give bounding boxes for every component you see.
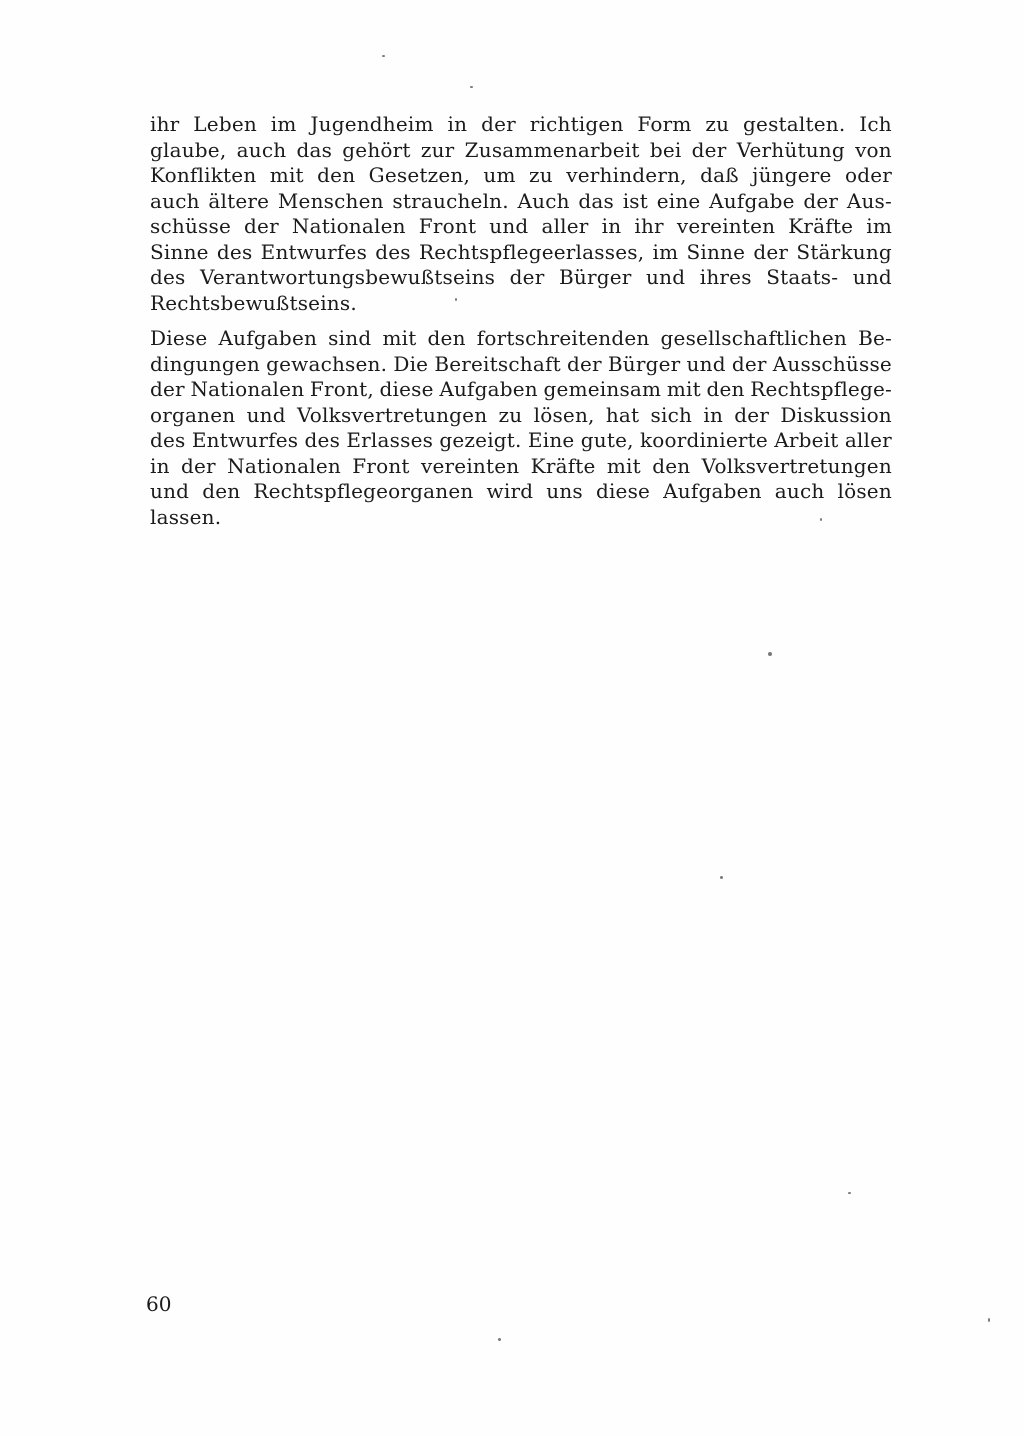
- scan-speck: [768, 652, 772, 656]
- word: organen: [150, 402, 236, 427]
- paragraph: [150, 326, 892, 530]
- word: Nationalen: [291, 214, 406, 238]
- word: glaube,: [150, 137, 227, 162]
- word: aller: [844, 428, 892, 452]
- word: und: [852, 265, 892, 289]
- word: Aus-: [846, 188, 892, 213]
- word: der: [509, 265, 545, 289]
- text-line: [150, 454, 892, 480]
- word: Front: [352, 453, 410, 478]
- word: der: [150, 377, 185, 401]
- word: fortschreitenden: [476, 326, 650, 350]
- text-line: Rechtsbewußtseins.: [150, 290, 357, 315]
- word: den: [652, 453, 691, 478]
- page-number: 60: [146, 1292, 172, 1316]
- word: des: [304, 428, 341, 452]
- word: Form: [637, 112, 692, 136]
- word: um: [483, 163, 516, 187]
- word: das: [296, 137, 333, 162]
- word: der: [803, 188, 839, 213]
- word: der: [731, 351, 767, 376]
- word: Die: [393, 351, 429, 376]
- word: Front,: [309, 377, 374, 401]
- word: in: [601, 214, 622, 238]
- word: gemeinsam: [543, 377, 662, 401]
- word: gehört: [342, 137, 411, 162]
- word: in: [447, 112, 468, 136]
- word: Aufgabe: [709, 188, 795, 213]
- word: Arbeit: [774, 428, 839, 452]
- word: auch: [150, 188, 200, 213]
- word: gewachsen.: [266, 351, 388, 376]
- word: Diskussion: [780, 402, 892, 427]
- word: den: [427, 326, 466, 350]
- word: des: [216, 239, 253, 264]
- scan-speck: [498, 1338, 501, 1341]
- word: Nationalen: [227, 453, 341, 478]
- paragraph: [150, 112, 892, 316]
- word: und: [686, 351, 726, 376]
- word: daß: [700, 163, 739, 187]
- text-line: [150, 352, 892, 378]
- body-text: [150, 112, 892, 530]
- word: Jugendheim: [310, 112, 434, 136]
- word: der: [734, 402, 770, 427]
- text-line: [150, 189, 892, 215]
- word: schüsse: [150, 214, 231, 238]
- word: auch: [774, 479, 825, 503]
- word: oder: [844, 163, 892, 187]
- word: dingungen: [150, 351, 260, 376]
- word: vereinten: [420, 453, 520, 478]
- word: lösen: [837, 479, 892, 503]
- word: Volksvertretungen: [701, 453, 892, 478]
- word: Entwurfes: [191, 428, 299, 452]
- word: mit: [666, 377, 701, 401]
- word: Sinne: [150, 239, 209, 264]
- word: Gesetzen,: [368, 163, 471, 187]
- word: hat: [605, 402, 640, 427]
- word: eine: [656, 188, 701, 213]
- word: Sinne: [686, 239, 746, 264]
- word: vereinten: [676, 214, 776, 238]
- word: im: [270, 112, 297, 136]
- text-line: [150, 138, 892, 164]
- word: richtigen: [529, 112, 624, 136]
- word: Kräfte: [788, 214, 854, 238]
- word: lösen,: [533, 402, 595, 427]
- scan-speck: [720, 876, 723, 879]
- word: Ausschüsse: [772, 351, 892, 376]
- word: gezeigt.: [439, 428, 522, 452]
- word: Entwurfes: [260, 239, 368, 264]
- scan-speck: [848, 1192, 851, 1194]
- word: mit: [606, 453, 641, 478]
- word: ihr: [150, 112, 180, 136]
- word: Front: [418, 214, 477, 238]
- word: mit: [269, 163, 304, 187]
- word: in: [150, 453, 170, 478]
- word: zu: [529, 163, 553, 187]
- word: Bereitschaft: [434, 351, 561, 376]
- word: und: [150, 479, 190, 503]
- word: straucheln.: [392, 188, 509, 213]
- word: ihres: [699, 265, 752, 289]
- word: im: [866, 214, 892, 238]
- word: den: [706, 377, 745, 401]
- word: der: [691, 137, 727, 162]
- word: gestalten.: [743, 112, 846, 136]
- word: den: [317, 163, 356, 187]
- word: diese: [595, 479, 651, 503]
- word: auch: [236, 137, 287, 162]
- word: Stärkung: [796, 239, 892, 264]
- word: des: [375, 239, 411, 264]
- word: Auch: [517, 188, 570, 213]
- word: Staats-: [766, 265, 839, 289]
- word: der: [481, 112, 516, 136]
- word: Bürger: [607, 351, 681, 376]
- word: Aufgaben: [439, 377, 538, 401]
- word: ältere: [208, 188, 270, 213]
- word: Ich: [859, 112, 892, 136]
- word: Rechtspflegeerlasses,: [419, 239, 645, 264]
- word: Bürger: [558, 265, 632, 289]
- word: der: [753, 239, 789, 264]
- word: Volksvertretungen: [297, 402, 488, 427]
- word: gute,: [580, 428, 634, 452]
- word: gesellschaftlichen: [660, 326, 847, 350]
- text-line: [150, 265, 892, 291]
- word: Eine: [527, 428, 575, 452]
- word: ist: [622, 188, 649, 213]
- text-line: [150, 377, 892, 403]
- word: Diese: [150, 326, 208, 350]
- word: Kräfte: [530, 453, 596, 478]
- text-line: [150, 403, 892, 429]
- word: diese: [379, 377, 434, 401]
- word: Nationalen: [190, 377, 305, 401]
- word: der: [566, 351, 602, 376]
- word: zu: [498, 402, 523, 427]
- text-line: lassen.: [150, 504, 222, 529]
- word: Be-: [858, 326, 892, 350]
- word: den: [202, 479, 241, 503]
- word: sind: [328, 326, 372, 350]
- word: zu: [705, 112, 730, 136]
- word: des: [150, 265, 186, 289]
- word: koordinierte: [639, 428, 768, 452]
- word: jüngere: [752, 163, 832, 187]
- scan-speck: [988, 1318, 990, 1322]
- word: und: [646, 265, 686, 289]
- word: verhindern,: [566, 163, 687, 187]
- word: mit: [382, 326, 417, 350]
- word: Zusammenarbeit: [464, 137, 640, 162]
- word: wird: [486, 479, 534, 503]
- scan-speck: [820, 518, 822, 521]
- word: Verantwortungsbewußtseins: [200, 265, 496, 289]
- word: Menschen: [277, 188, 384, 213]
- word: Rechtspflege-: [750, 377, 892, 401]
- word: aller: [541, 214, 589, 238]
- word: zur: [420, 137, 455, 162]
- text-line: [150, 326, 892, 352]
- word: ihr: [634, 214, 664, 238]
- word: und: [246, 402, 286, 427]
- word: der: [244, 214, 279, 238]
- word: in: [703, 402, 724, 427]
- text-line: [150, 240, 892, 266]
- text-line: [150, 428, 892, 454]
- word: Aufgaben: [218, 326, 318, 350]
- word: uns: [546, 479, 583, 503]
- scan-speck: [455, 298, 457, 301]
- word: und: [489, 214, 529, 238]
- text-line: [150, 163, 892, 189]
- word: Leben: [193, 112, 257, 136]
- word: Verhütung: [736, 137, 845, 162]
- word: Erlasses: [346, 428, 434, 452]
- paragraph-gap: [150, 316, 892, 326]
- text-line: [150, 112, 892, 138]
- word: das: [578, 188, 615, 213]
- word: von: [855, 137, 892, 162]
- word: Aufgaben: [663, 479, 762, 503]
- word: im: [652, 239, 679, 264]
- word: sich: [650, 402, 693, 427]
- word: Konflikten: [150, 163, 257, 187]
- word: des: [150, 428, 186, 452]
- word: bei: [649, 137, 682, 162]
- scan-speck: [382, 55, 385, 57]
- text-line: [150, 214, 892, 240]
- word: Rechtspflegeorganen: [253, 479, 474, 503]
- text-line: [150, 479, 892, 505]
- word: der: [181, 453, 216, 478]
- scan-speck: [470, 86, 473, 88]
